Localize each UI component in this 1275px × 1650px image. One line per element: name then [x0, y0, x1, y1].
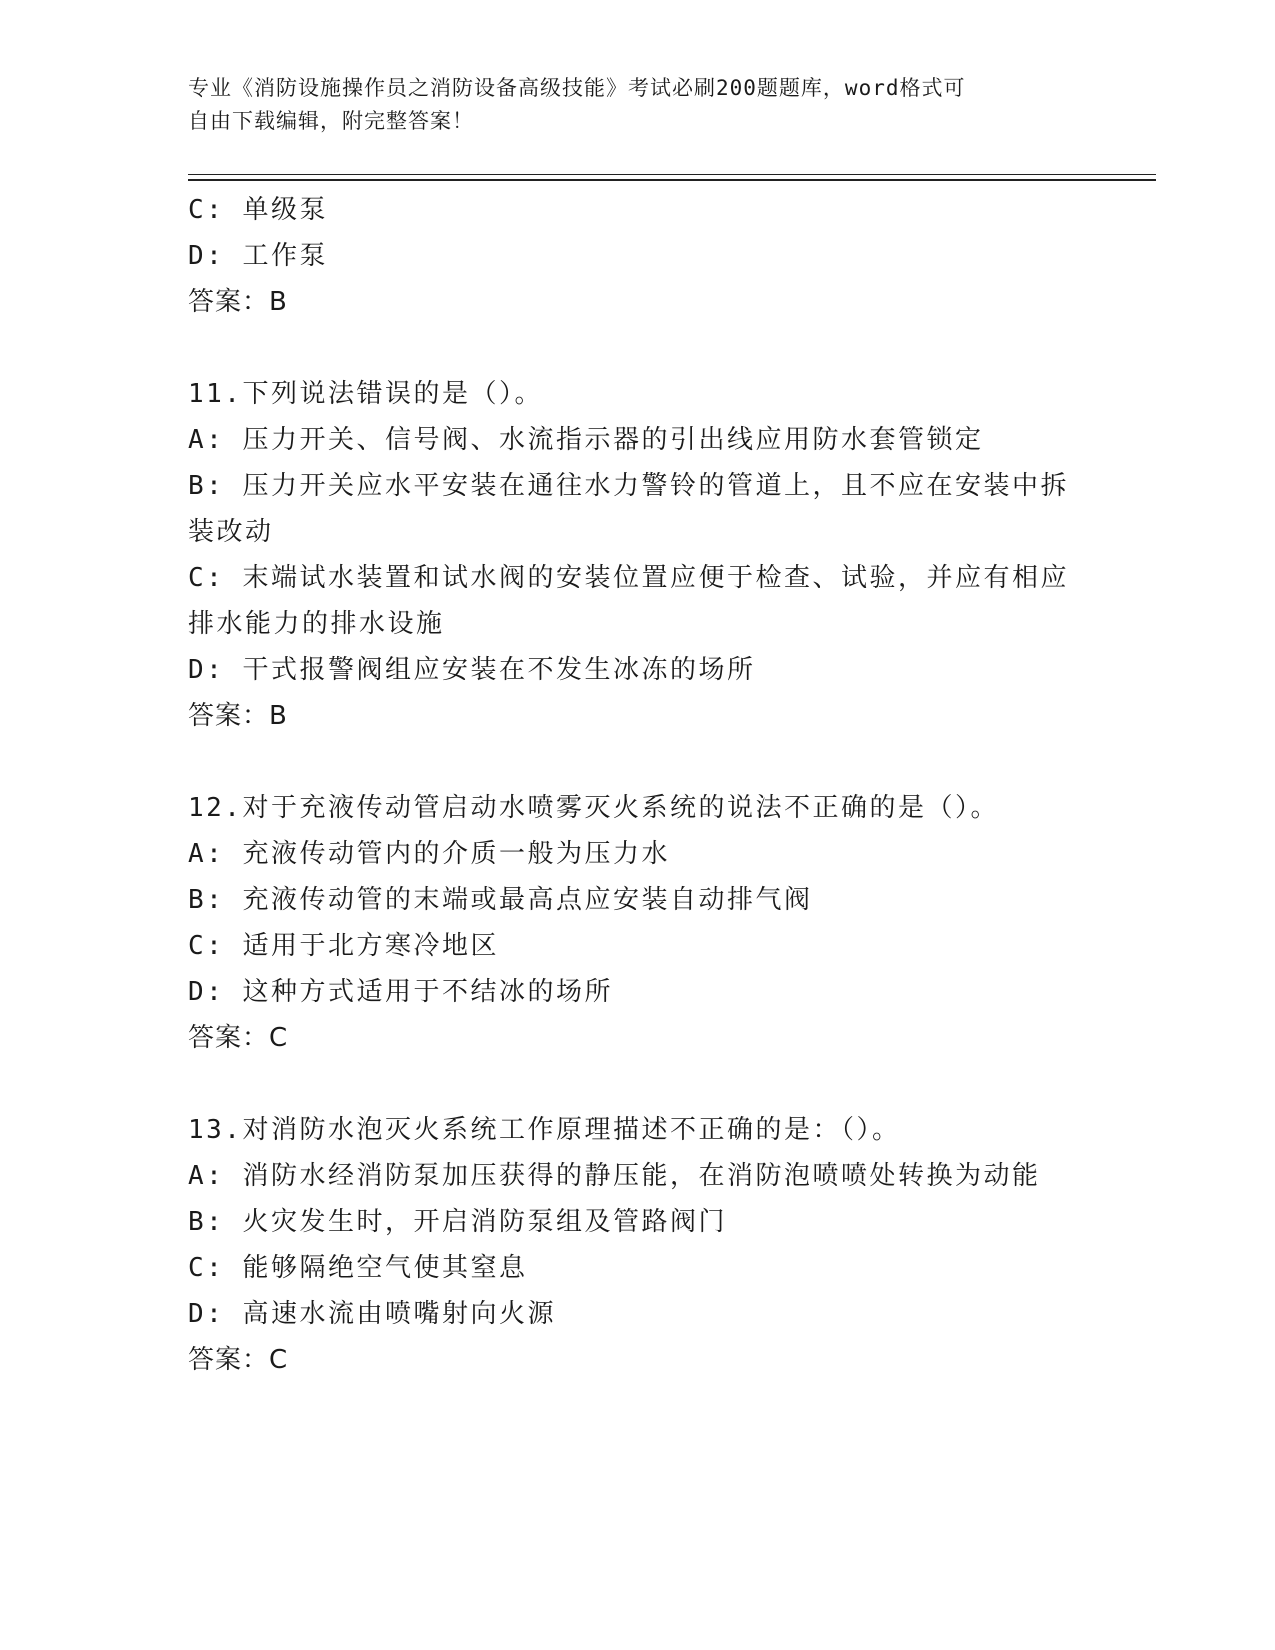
answer-line: 答案：B [188, 287, 288, 317]
question-stem: 13.对消防水泡灭火系统工作原理描述不正确的是：（）。 [188, 1115, 901, 1145]
option-b: B: 充液传动管的末端或最高点应安装自动排气阀 [188, 885, 813, 915]
header-divider-thick [188, 179, 1156, 181]
document-header [188, 72, 1068, 138]
answer-line: 答案：C [188, 1345, 289, 1375]
option-d: D: 这种方式适用于不结冰的场所 [188, 977, 613, 1007]
spacer [188, 325, 1088, 371]
answer-line: 答案：C [188, 1023, 289, 1053]
option-a: A: 压力开关、信号阀、水流指示器的引出线应用防水套管锁定 [188, 425, 984, 455]
option-d: D: 干式报警阀组应安装在不发生冰冻的场所 [188, 655, 756, 685]
option-b: B: 火灾发生时，开启消防泵组及管路阀门 [188, 1207, 727, 1237]
question-12 [188, 785, 1088, 1061]
option-a: A: 充液传动管内的介质一般为压力水 [188, 839, 670, 869]
header-line-2: 自由下载编辑，附完整答案！ [188, 109, 474, 133]
header-line-1: 专业《消防设施操作员之消防设备高级技能》考试必刷200题题库，word格式可 [188, 76, 966, 100]
question-11 [188, 371, 1088, 739]
answer-line: 答案：B [188, 701, 288, 731]
option-d: D: 高速水流由喷嘴射向火源 [188, 1299, 556, 1329]
spacer [188, 1061, 1088, 1107]
question-13 [188, 1107, 1088, 1383]
question-fragment [188, 187, 1088, 325]
option-d: D: 工作泵 [188, 241, 328, 271]
header-divider-thin [188, 174, 1156, 175]
option-c: C: 能够隔绝空气使其窒息 [188, 1253, 528, 1283]
option-a: A: 消防水经消防泵加压获得的静压能，在消防泡喷喷处转换为动能 [188, 1161, 1041, 1191]
option-c: C: 适用于北方寒冷地区 [188, 931, 499, 961]
option-b: B: 压力开关应水平安装在通往水力警铃的管道上，且不应在安装中拆装改动 [188, 471, 1069, 547]
document-body [188, 187, 1088, 1383]
question-stem: 11.下列说法错误的是（）。 [188, 379, 543, 409]
option-c: C: 单级泵 [188, 195, 328, 225]
option-c: C: 末端试水装置和试水阀的安装位置应便于检查、试验，并应有相应排水能力的排水设施 [188, 563, 1069, 639]
spacer [188, 739, 1088, 785]
question-stem: 12.对于充液传动管启动水喷雾灭火系统的说法不正确的是（）。 [188, 793, 999, 823]
